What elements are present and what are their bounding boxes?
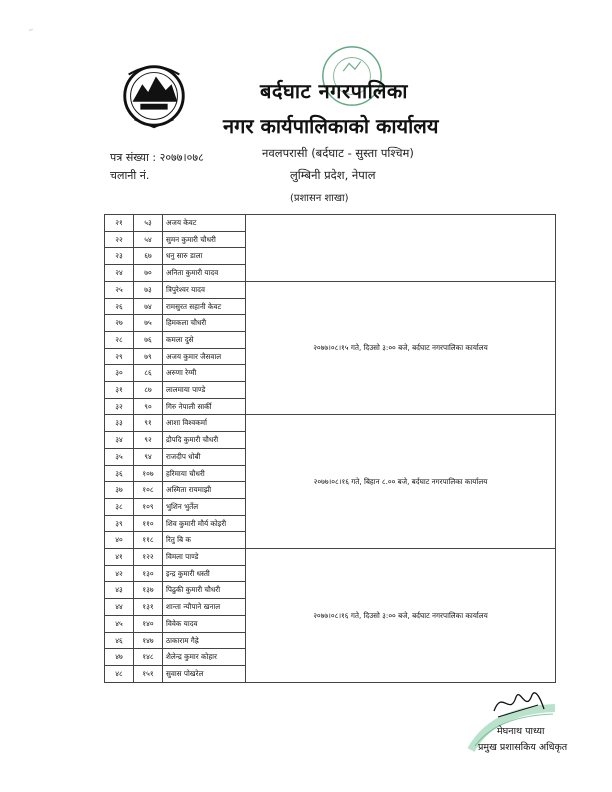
roll-number: ११०	[134, 515, 163, 532]
serial-number: ३९	[105, 515, 134, 532]
signer-name: मेघनाथ पाध्या	[497, 726, 545, 737]
roll-number: १०९	[134, 498, 163, 515]
roll-number: ९२	[134, 432, 163, 449]
roll-number: १३१	[134, 599, 163, 616]
exam-schedule: २०७७।०८।१५ गते, दिउसो ३:०० बजे, बर्दघाट नगरपालिका कार्यालय	[246, 281, 556, 415]
serial-number: ३१	[105, 382, 134, 399]
roll-number: १०८	[134, 482, 163, 499]
candidate-name: इन्द्र कुमारी धस्ती	[163, 565, 246, 582]
serial-number: ३२	[105, 398, 134, 415]
serial-number: ४३	[105, 582, 134, 599]
table-row	[105, 549, 556, 566]
candidate-name: कमला दुसे	[163, 331, 246, 348]
municipality-title: बर्दघाट नगरपालिका	[260, 79, 408, 103]
candidate-name: अजय केवट	[163, 215, 246, 232]
candidate-name: सुमन कुमारी चौधरी	[163, 231, 246, 248]
exam-schedule	[246, 215, 556, 282]
candidate-name: गिरु नेपाली सार्की	[163, 398, 246, 415]
serial-number: २६	[105, 298, 134, 315]
roll-number: ११८	[134, 532, 163, 549]
candidate-table	[104, 214, 556, 683]
candidate-name: ठाकाराम गैह्रे	[163, 632, 246, 649]
candidate-name: हरिमाया चौधरी	[163, 465, 246, 482]
serial-number: ३८	[105, 498, 134, 515]
serial-number: ३०	[105, 365, 134, 382]
serial-number: ३४	[105, 432, 134, 449]
roll-number: ७४	[134, 298, 163, 315]
serial-number: ४२	[105, 565, 134, 582]
candidate-name: अनिता कुमारी यादव	[163, 265, 246, 282]
serial-number: ४५	[105, 615, 134, 632]
serial-number: २९	[105, 348, 134, 365]
candidate-name: आशा विश्वकर्मा	[163, 415, 246, 432]
candidate-name: अजय कुमार जैसवाल	[163, 348, 246, 365]
candidate-name: लालमाया पाण्डे	[163, 382, 246, 399]
candidate-name: सुवास पोखरेल	[163, 665, 246, 682]
nepal-emblem-icon	[115, 55, 193, 133]
candidate-name: भुशिन भुर्तेल	[163, 498, 246, 515]
signature-icon	[488, 683, 548, 723]
reference-number: पत्र संख्या : २०७७।०७८	[110, 151, 204, 164]
exam-schedule: २०७७।०८।१६ गते, बिहान ८.०० बजे, बर्दघाट नगरपालिका कार्यालय	[246, 415, 556, 549]
serial-number: ४७	[105, 649, 134, 666]
serial-number: २१	[105, 215, 134, 232]
roll-number: ९४	[134, 448, 163, 465]
exam-schedule: २०७७।०८।१६ गते, दिउसो ३:०० बजे, बर्दघाट नगरपालिका कार्यालय	[246, 549, 556, 683]
serial-number: २७	[105, 315, 134, 332]
candidate-name: शान्ता न्यौपाने खनाल	[163, 599, 246, 616]
address-line1: नवलपरासी (बर्दघाट - सुस्ता पश्चिम)	[262, 146, 414, 160]
roll-number: ९१	[134, 415, 163, 432]
serial-number: ३७	[105, 482, 134, 499]
roll-number: ७०	[134, 265, 163, 282]
roll-number: १३०	[134, 565, 163, 582]
candidate-name: राजदीप धोबी	[163, 448, 246, 465]
candidate-name: हिमकला चौधरी	[163, 315, 246, 332]
roll-number: ९०	[134, 398, 163, 415]
candidate-name: पिढुकी कुमारी चौधरी	[163, 582, 246, 599]
roll-number: १४७	[134, 632, 163, 649]
serial-number: ३६	[105, 465, 134, 482]
address-line2: लुम्बिनी प्रदेश, नेपाल	[290, 168, 376, 182]
serial-number: ४८	[105, 665, 134, 682]
serial-number: २८	[105, 331, 134, 348]
candidate-name: शैलेन्द्र कुमार कोहार	[163, 649, 246, 666]
roll-number: ५४	[134, 231, 163, 248]
roll-number: ७५	[134, 315, 163, 332]
candidate-name: शिव कुमारी मौर्य कोइरी	[163, 515, 246, 532]
serial-number: २३	[105, 248, 134, 265]
roll-number: १०७	[134, 465, 163, 482]
roll-number: १३७	[134, 582, 163, 599]
roll-number: ७६	[134, 331, 163, 348]
candidate-name: द्रौपदि कुमारी चौधरी	[163, 432, 246, 449]
section-label: (प्रशासन शाखा)	[290, 193, 349, 204]
roll-number: १४८	[134, 649, 163, 666]
serial-number: ४६	[105, 632, 134, 649]
candidate-name: रितु बि क	[163, 532, 246, 549]
serial-number: ३५	[105, 448, 134, 465]
serial-number: ४०	[105, 532, 134, 549]
signer-title: प्रमुख प्रशासकिय अधिकृत	[478, 742, 568, 753]
serial-number: ३३	[105, 415, 134, 432]
serial-number: २२	[105, 231, 134, 248]
candidate-name: अस्मिता रायमाझी	[163, 482, 246, 499]
candidate-name: रामसुरत सहानी केवट	[163, 298, 246, 315]
corner-mark: ~	[26, 25, 36, 35]
dispatch-number: चलानी नं.	[110, 169, 150, 182]
roll-number: १२२	[134, 549, 163, 566]
serial-number: ४१	[105, 549, 134, 566]
candidate-name: विमला पाण्डे	[163, 549, 246, 566]
roll-number: ६७	[134, 248, 163, 265]
candidate-name: धनु सारु डाला	[163, 248, 246, 265]
roll-number: ८७	[134, 382, 163, 399]
roll-number: १५१	[134, 665, 163, 682]
table-row	[105, 281, 556, 298]
candidate-name: त्रिपुरेश्वर यादव	[163, 281, 246, 298]
serial-number: २५	[105, 281, 134, 298]
serial-number: ४४	[105, 599, 134, 616]
office-title: नगर कार्यपालिकाको कार्यालय	[223, 114, 439, 138]
roll-number: ८६	[134, 365, 163, 382]
candidate-name: विवेक यादव	[163, 615, 246, 632]
roll-number: ५३	[134, 215, 163, 232]
table-row	[105, 415, 556, 432]
serial-number: २४	[105, 265, 134, 282]
candidate-name: अरुणा रेग्मी	[163, 365, 246, 382]
roll-number: १४०	[134, 615, 163, 632]
table-row	[105, 215, 556, 232]
roll-number: ७३	[134, 281, 163, 298]
roll-number: ७९	[134, 348, 163, 365]
